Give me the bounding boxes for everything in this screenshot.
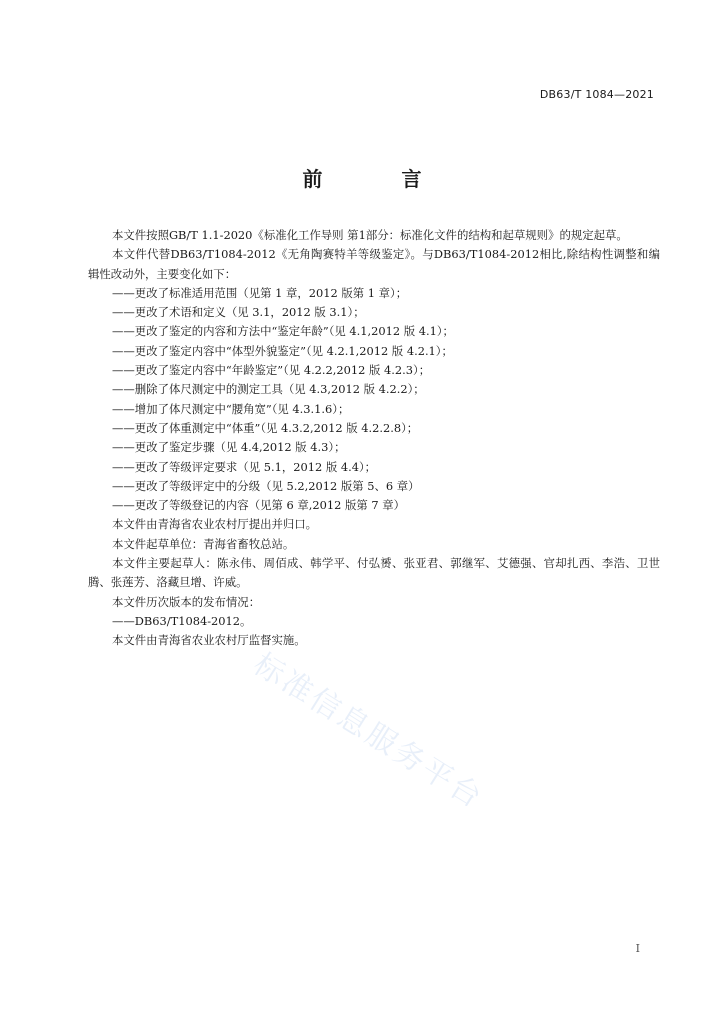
paragraph-drafting-basis: 本文件按照GB/T 1.1-2020《标准化工作导则 第1部分：标准化文件的结构和起草规则》的规定起草。 — [112, 228, 628, 242]
list-item: ——更改了等级评定中的分级（见 5.2,2012 版第 5、6 章） — [112, 478, 420, 493]
list-item: ——更改了体重测定中“体重”（见 4.3.2,2012 版 4.2.2.8）； — [112, 420, 419, 435]
watermark: 标准信息服务平台 — [247, 646, 490, 817]
paragraph-replacement: 本文件代替DB63/T1084-2012《无角陶赛特羊等级鉴定》。与DB63/T1084-2012相比,除结构性调整和编辑性改动外，主要变化如下： — [88, 247, 660, 281]
list-item: ——更改了等级登记的内容（见第 6 章,2012 版第 7 章） — [112, 498, 406, 513]
paragraph-supervision: 本文件由青海省农业农村厅监督实施。 — [112, 633, 306, 648]
paragraph-drafters: 本文件主要起草人：陈永伟、周佰成、韩学平、付弘赟、张亚君、郭继军、艾德强、官却扎西、李浩、卫世腾、张莲芳、洛藏旦增、许威。 — [88, 556, 660, 590]
list-item: ——更改了鉴定内容中“年龄鉴定”（见 4.2.2,2012 版 4.2.3）； — [112, 363, 431, 378]
list-item: ——更改了鉴定内容中“体型外貌鉴定”（见 4.2.1,2012 版 4.2.1）； — [112, 343, 453, 358]
list-item: ——更改了鉴定步骤（见 4.4,2012 版 4.3）； — [112, 440, 346, 455]
list-item: ——增加了体尺测定中“腰角宽”（见 4.3.1.6）； — [112, 401, 350, 416]
list-item: ——DB63/T1084-2012。 — [112, 613, 252, 628]
paragraph-version-history: 本文件历次版本的发布情况： — [112, 594, 261, 609]
changes-list — [88, 284, 660, 516]
paragraph-proposer: 本文件由青海省农业农村厅提出并归口。 — [112, 517, 318, 532]
list-item: ——更改了术语和定义（见 3.1，2012 版 3.1）； — [112, 305, 365, 320]
document-body — [88, 226, 660, 651]
list-item: ——删除了体尺测定中的测定工具（见 4.3,2012 版 4.2.2）； — [112, 382, 425, 397]
document-code: DB63/T 1084—2021 — [539, 88, 654, 101]
list-item: ——更改了等级评定要求（见 5.1，2012 版 4.4）； — [112, 459, 377, 474]
list-item: ——更改了标准适用范围（见第 1 章，2012 版第 1 章）； — [112, 285, 408, 300]
page-number: I — [635, 942, 640, 955]
paragraph-drafting-unit: 本文件起草单位：青海省畜牧总站。 — [112, 536, 295, 551]
page-title: 前 言 — [302, 167, 458, 191]
list-item: ——更改了鉴定的内容和方法中“鉴定年龄”（见 4.1,2012 版 4.1）； — [112, 324, 454, 339]
